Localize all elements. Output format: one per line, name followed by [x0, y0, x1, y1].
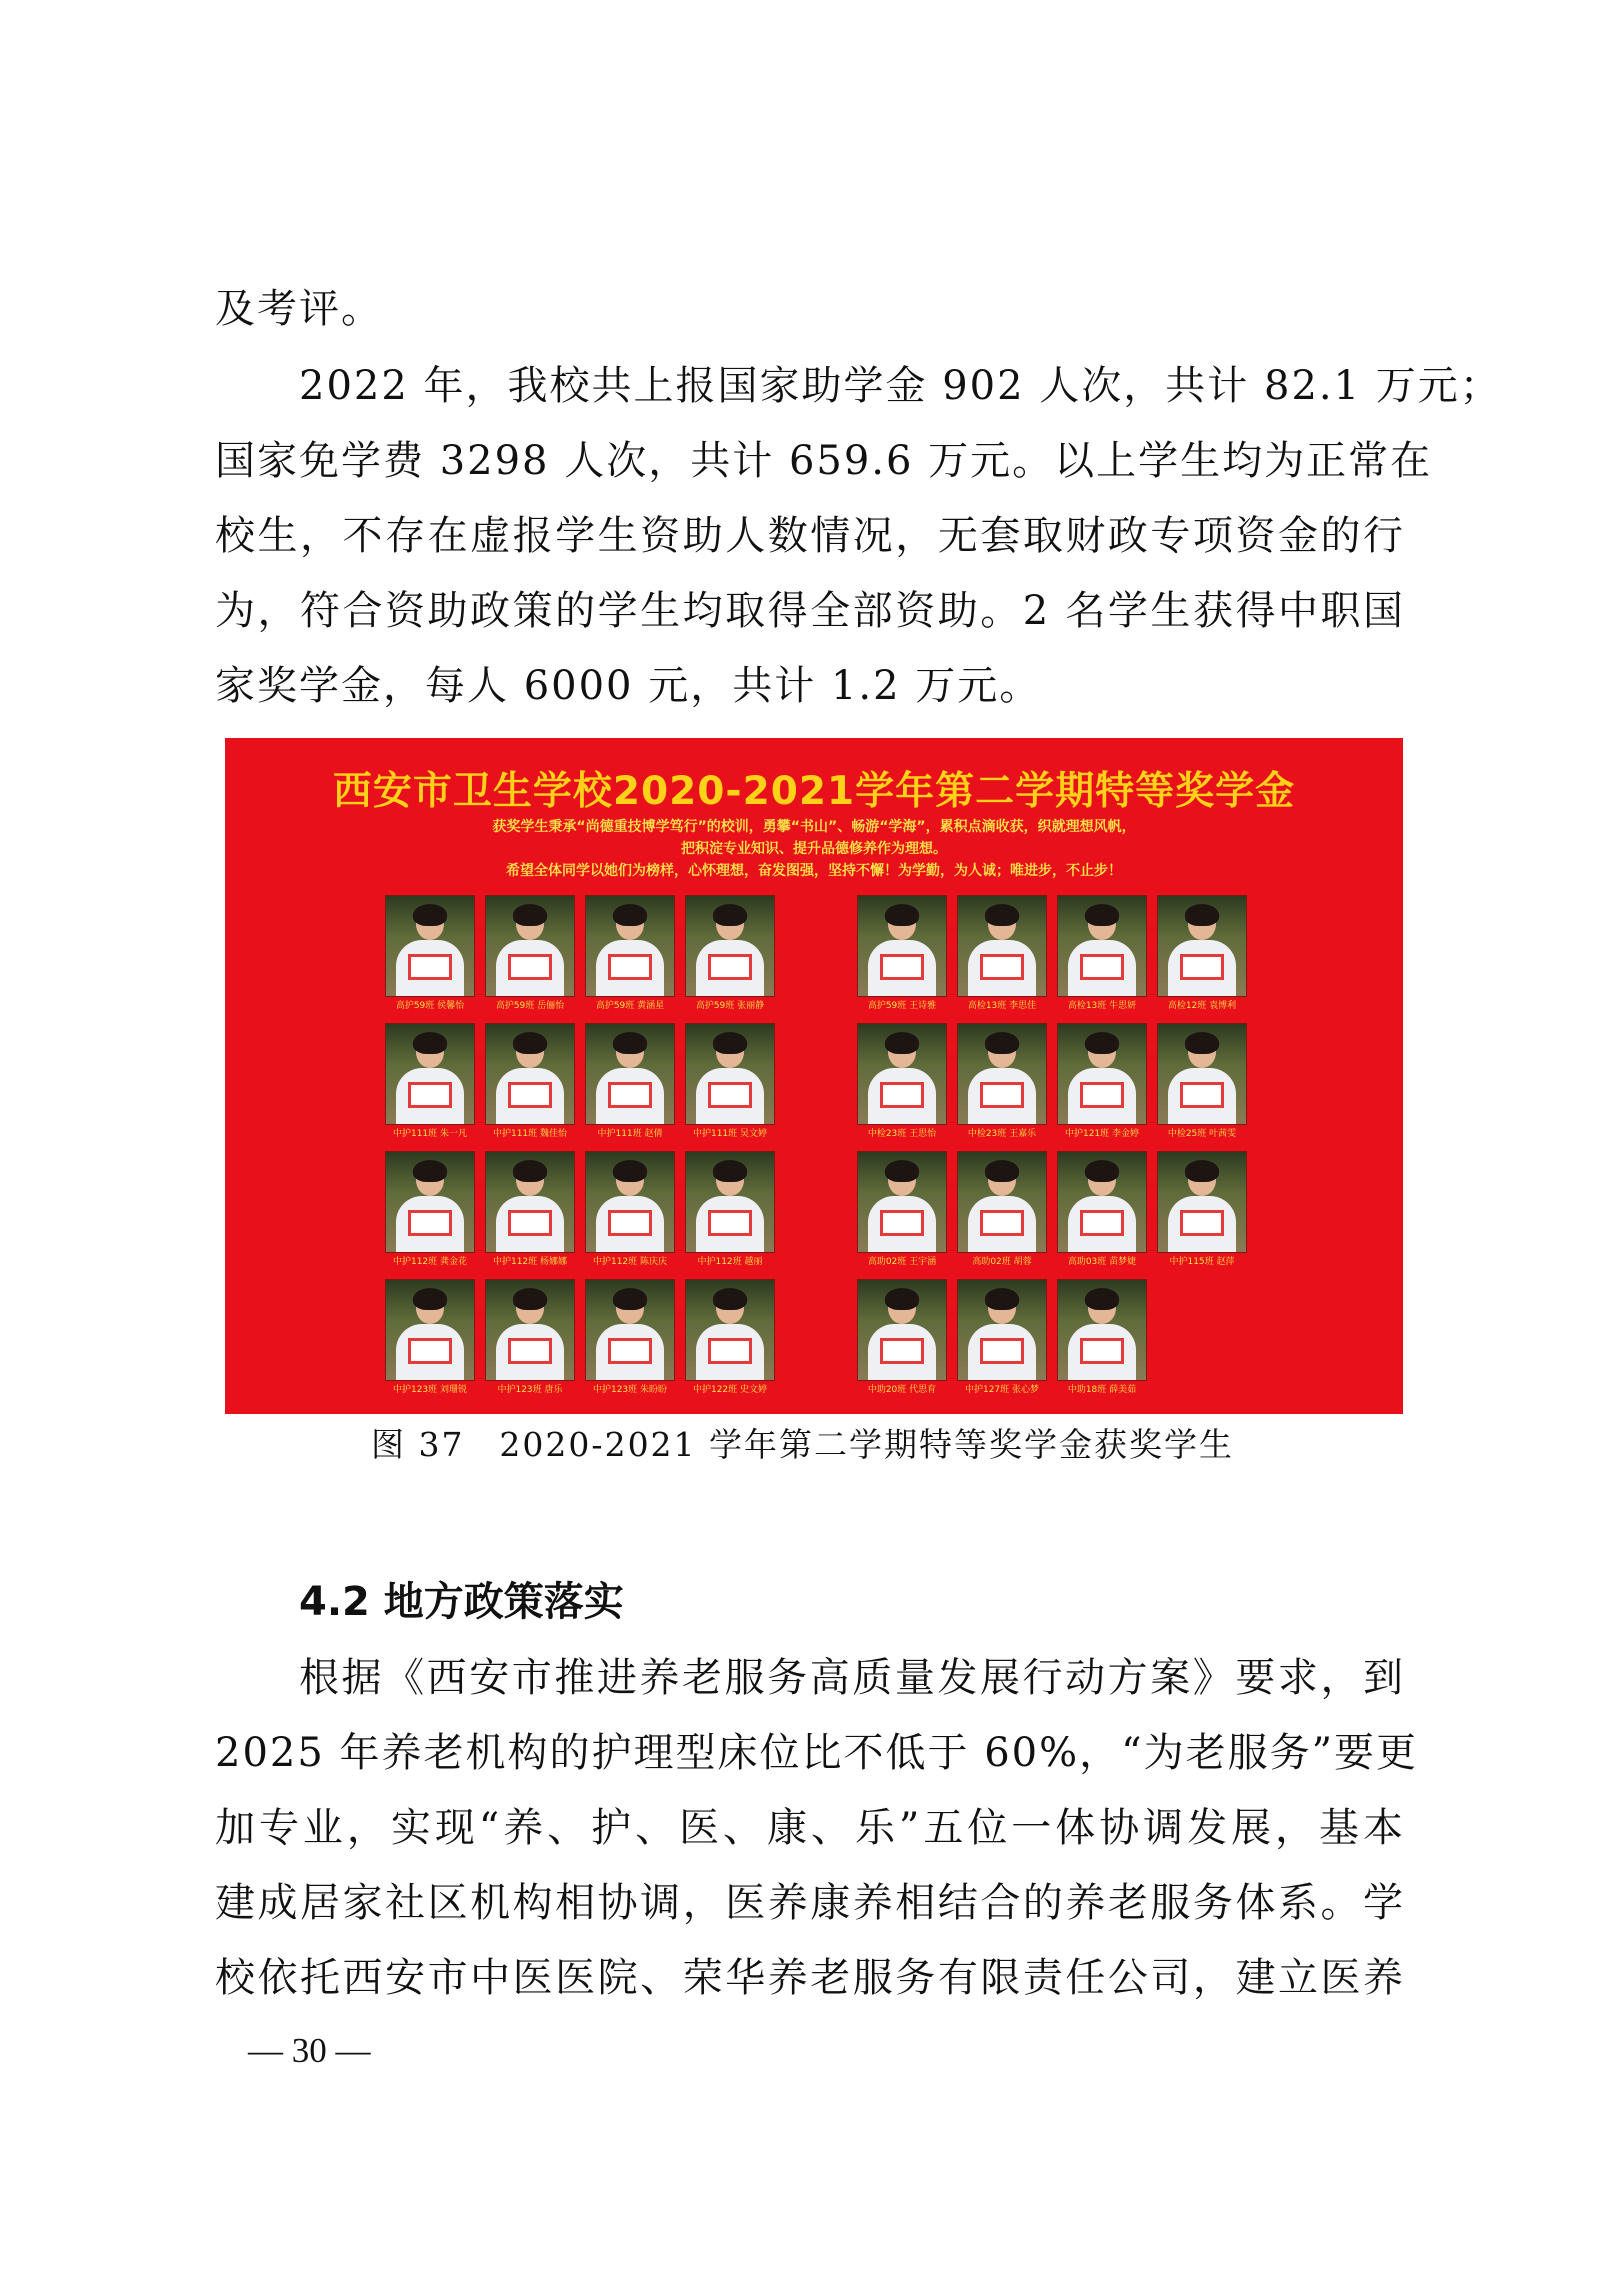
student-photo-tile — [1157, 895, 1247, 1010]
student-photo-tile — [957, 1023, 1047, 1138]
student-photo-tile — [485, 1151, 575, 1266]
student-photo-grid-right — [857, 895, 1247, 1394]
student-photo-tile — [1057, 1279, 1147, 1394]
student-photo — [685, 1151, 775, 1253]
student-photo-tile — [585, 1023, 675, 1138]
award-poster-image — [225, 738, 1403, 1414]
poster-title: 西安市卫生学校2020-2021学年第二学期特等奖学金 — [332, 769, 1296, 814]
student-photo — [1157, 1151, 1247, 1253]
student-photo-grid-left — [385, 895, 775, 1394]
figure-caption: 图 37 2020-2021 学年第二学期特等奖学金获奖学生 — [370, 1425, 1235, 1464]
student-name-label: 中检23班 王思怡 — [867, 1129, 937, 1138]
student-photo — [1157, 1023, 1247, 1125]
poster-text-line: 把积淀专业知识、提升品德修养作为理想。 — [681, 841, 947, 857]
student-name-label: 中护112班 越丽 — [697, 1257, 763, 1266]
text-line: 2025 年养老机构的护理型床位比不低于 60%，“为老服务”要更 — [215, 1730, 1419, 1776]
student-photo — [957, 1279, 1047, 1381]
student-name-label: 高检13班 牛思妍 — [1067, 1001, 1137, 1010]
student-name-label: 中护123班 朱盼盼 — [592, 1385, 668, 1394]
student-photo-tile — [585, 1279, 675, 1394]
student-name-label: 高检13班 李思佳 — [967, 1001, 1037, 1010]
student-photo — [585, 1151, 675, 1253]
student-photo-tile — [957, 1279, 1047, 1394]
student-photo-tile — [685, 895, 775, 1010]
student-photo-tile — [585, 895, 675, 1010]
student-photo-tile — [685, 1023, 775, 1138]
student-name-label: 中护112班 陈庆庆 — [592, 1257, 668, 1266]
student-name-label: 中护115班 赵萍 — [1169, 1257, 1235, 1266]
student-photo — [857, 1023, 947, 1125]
student-photo — [385, 895, 475, 997]
student-photo — [1057, 1151, 1147, 1253]
student-photo-tile — [385, 1023, 475, 1138]
student-photo — [857, 895, 947, 997]
student-photo-tile — [385, 895, 475, 1010]
student-name-label: 高检12班 袁博利 — [1167, 1001, 1237, 1010]
student-photo — [1057, 1279, 1147, 1381]
student-name-label: 高护59班 侯馨怡 — [395, 1001, 465, 1010]
student-photo-tile — [685, 1151, 775, 1266]
student-name-label: 中助20班 代思育 — [867, 1385, 937, 1394]
student-name-label: 中护111班 魏佳怡 — [492, 1129, 568, 1138]
student-photo — [585, 1279, 675, 1381]
student-photo-tile — [385, 1151, 475, 1266]
paragraph-funding — [215, 349, 1502, 724]
student-name-label: 中助18班 薛美茹 — [1067, 1385, 1137, 1394]
student-photo — [1057, 895, 1147, 997]
student-photo-tile — [485, 1279, 575, 1394]
text-line: 国家免学费 3298 人次，共计 659.6 万元。以上学生均为正常在 — [215, 438, 1433, 484]
student-name-label: 中护123班 刘珊锐 — [392, 1385, 468, 1394]
student-photo — [485, 1279, 575, 1381]
student-photo — [957, 1023, 1047, 1125]
student-name-label: 中护123班 唐乐 — [497, 1385, 563, 1394]
student-photo-tile — [385, 1279, 475, 1394]
student-photo — [685, 895, 775, 997]
poster-text-line: 获奖学生秉承“尚德重技博学笃行”的校训，勇攀“书山”、畅游“学海”，累积点滴收获，织就理想风帆， — [492, 819, 1136, 835]
student-name-label: 中检23班 王嘉乐 — [967, 1129, 1037, 1138]
student-photo — [685, 1279, 775, 1381]
text-line: 校依托西安市中医医院、荣华养老服务有限责任公司，建立医养 — [215, 1955, 1405, 2001]
text-line: 根据《西安市推进养老服务高质量发展行动方案》要求，到 — [299, 1655, 1405, 1701]
text-line: 及考评。 — [215, 286, 383, 332]
student-photo — [585, 1023, 675, 1125]
student-photo-tile — [485, 895, 575, 1010]
student-photo-tile — [585, 1151, 675, 1266]
student-name-label: 中护111班 吴文婷 — [692, 1129, 768, 1138]
text-line: 加专业，实现“养、护、医、康、乐”五位一体协调发展，基本 — [215, 1805, 1405, 1851]
student-photo-tile — [857, 1279, 947, 1394]
student-photo — [485, 1151, 575, 1253]
student-name-label: 中护127班 张心梦 — [964, 1385, 1040, 1394]
student-name-label: 高护59班 王诗雅 — [867, 1001, 937, 1010]
student-name-label: 中检25班 叶茜雯 — [1167, 1129, 1237, 1138]
student-photo-tile — [685, 1279, 775, 1394]
text-line: 建成居家社区机构相协调，医养康养相结合的养老服务体系。学 — [215, 1880, 1405, 1926]
text-line: 家奖学金，每人 6000 元，共计 1.2 万元。 — [215, 663, 1042, 709]
poster-text-line: 希望全体同学以她们为榜样，心怀理想，奋发图强，坚持不懈！为学勤，为人诚；唯进步，不止步！ — [506, 863, 1122, 879]
student-photo — [1057, 1023, 1147, 1125]
student-photo — [857, 1151, 947, 1253]
student-photo — [485, 895, 575, 997]
student-photo — [957, 895, 1047, 997]
paragraph-local-policy — [215, 1641, 1419, 2016]
page-number: — 30 — — [248, 2031, 371, 2070]
student-photo-tile — [485, 1023, 575, 1138]
student-photo — [385, 1279, 475, 1381]
student-photo — [1157, 895, 1247, 997]
student-photo-tile — [957, 895, 1047, 1010]
student-photo — [385, 1151, 475, 1253]
student-name-label: 中护112班 杨娜娜 — [492, 1257, 568, 1266]
student-name-label: 中护121班 李金婷 — [1064, 1129, 1140, 1138]
student-name-label: 高护59班 张丽静 — [695, 1001, 765, 1010]
paragraph-continuation — [215, 272, 1405, 347]
student-name-label: 高助02班 胡蓉 — [972, 1257, 1032, 1266]
student-photo-tile — [857, 1023, 947, 1138]
student-photo-tile — [1057, 1023, 1147, 1138]
text-line: 校生，不存在虚报学生资助人数情况，无套取财政专项资金的行 — [215, 513, 1405, 559]
student-name-label: 高护59班 黄涵星 — [595, 1001, 665, 1010]
student-name-label: 中护111班 赵倩 — [597, 1129, 663, 1138]
student-photo-tile — [1157, 1023, 1247, 1138]
student-photo-tile — [957, 1151, 1047, 1266]
student-name-label: 中护112班 龚金花 — [392, 1257, 468, 1266]
student-photo — [585, 895, 675, 997]
student-photo-tile — [857, 895, 947, 1010]
student-photo-tile — [1057, 1151, 1147, 1266]
student-name-label: 高护59班 岳俪怡 — [495, 1001, 565, 1010]
student-name-label: 中护122班 史文婷 — [692, 1385, 768, 1394]
text-line: 2022 年，我校共上报国家助学金 902 人次，共计 82.1 万元； — [299, 363, 1502, 409]
student-photo — [685, 1023, 775, 1125]
text-line: 为，符合资助政策的学生均取得全部资助。2 名学生获得中职国 — [215, 588, 1405, 634]
student-photo — [957, 1151, 1047, 1253]
student-photo — [857, 1279, 947, 1381]
student-name-label: 中护111班 朱一凡 — [392, 1129, 468, 1138]
student-photo — [485, 1023, 575, 1125]
student-name-label: 高助03班 苗梦婕 — [1067, 1257, 1137, 1266]
student-photo-tile — [1057, 895, 1147, 1010]
student-photo-tile — [1157, 1151, 1247, 1266]
student-name-label: 高助02班 王宇涵 — [867, 1257, 937, 1266]
student-photo — [385, 1023, 475, 1125]
student-photo-tile — [857, 1151, 947, 1266]
section-heading: 4.2 地方政策落实 — [299, 1579, 624, 1625]
